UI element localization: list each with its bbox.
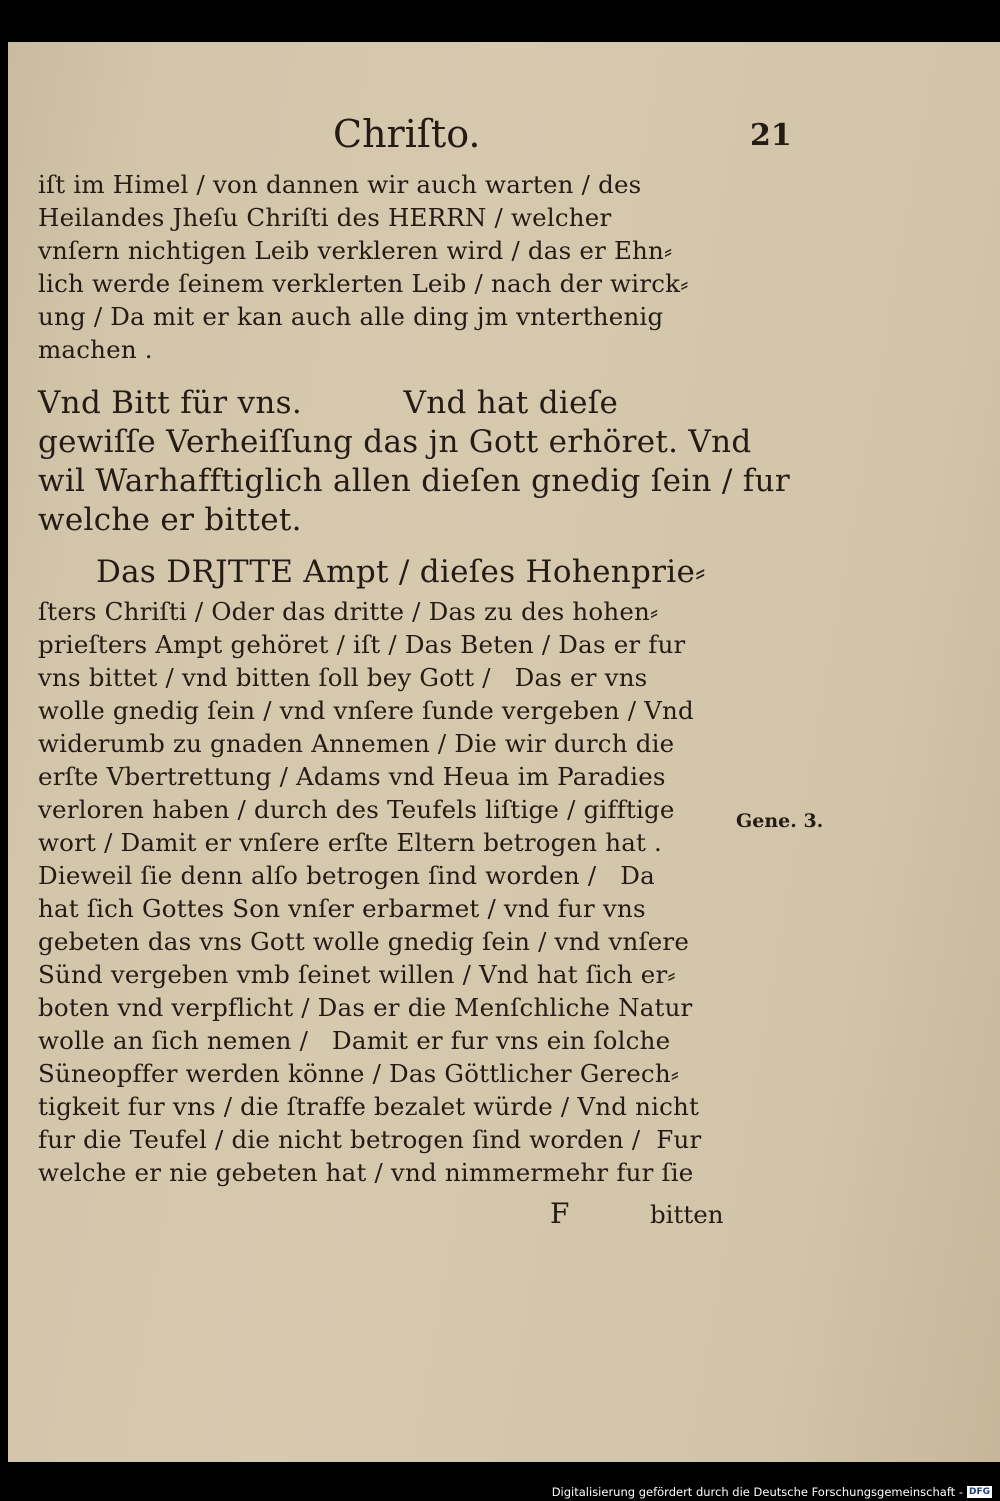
text-line: iſt im Himel / von dannen wir auch warten / des — [38, 170, 642, 199]
text-line: hat ſich Gottes Son vnſer erbarmet / vnd fur vns — [38, 894, 646, 923]
text-line: tigkeit fur vns / die ſtraffe bezalet würde / Vnd nicht — [38, 1092, 700, 1121]
text-line: erſte Vbertrettung / Adams vnd Heua im Paradies — [38, 762, 666, 791]
text-line: verloren haben / durch des Teufels liſtige / gifftige — [38, 795, 675, 824]
text-line: welche er nie gebeten hat / vnd nimmermehr fur ſie — [38, 1158, 694, 1187]
running-header: Chriſto. — [333, 112, 481, 156]
dfg-logo-icon: DFG — [968, 1487, 990, 1497]
text-line: Süneopffer werden könne / Das Göttlicher Gerech⸗ — [38, 1059, 680, 1088]
page-number: 21 — [750, 118, 792, 153]
text-line: Sünd vergeben vmb ſeinet willen / Vnd hat ſich er⸗ — [38, 960, 676, 989]
text-line: ſters Chriſti / Oder das dritte / Das zu des hohen⸗ — [38, 597, 659, 626]
text-line: ung / Da mit er kan auch alle ding jm vnterthenig — [38, 302, 664, 331]
text-line-large: wil Warhafftiglich allen dieſen gnedig ſein / fur — [38, 463, 790, 499]
text-line: Heilandes Jheſu Chriſti des HERRN / welcher — [38, 203, 612, 232]
text-line: vns bittet / vnd bitten ſoll bey Gott / Das er vns — [38, 663, 648, 692]
text-line: vnſern nichtigen Leib verkleren wird / das er Ehn⸗ — [38, 236, 673, 265]
scanned-page — [8, 42, 1000, 1462]
text-line: wolle gnedig ſein / vnd vnſere ſunde vergeben / Vnd — [38, 696, 694, 725]
text-line: widerumb zu gnaden Annemen / Die wir durch die — [38, 729, 675, 758]
footer-credit-text: Digitalisierung gefördert durch die Deutsche Forschungsgemeinschaft - — [551, 1485, 963, 1499]
text-line: wort / Damit er vnſere erſte Eltern betrogen hat . — [38, 828, 663, 857]
paragraph-opening: Das DRJTTE Ampt / dieſes Hohenprie⸗ — [96, 554, 706, 590]
text-line: machen . — [38, 335, 153, 364]
signature-mark: F — [550, 1197, 570, 1230]
text-line: fur die Teufel / die nicht betrogen ſind worden / Fur — [38, 1125, 702, 1154]
text-line: prieſters Ampt gehöret / iſt / Das Beten / Das er fur — [38, 630, 686, 659]
text-line-large: Vnd Bitt für vns. Vnd hat dieſe — [38, 385, 619, 421]
text-line: gebeten das vns Gott wolle gnedig ſein / vnd vnſere — [38, 927, 690, 956]
margin-note: Gene. 3. — [736, 810, 824, 832]
footer-credit — [552, 1485, 992, 1499]
text-line: Dieweil ſie denn alſo betrogen ſind worden / Da — [38, 861, 655, 890]
text-line: lich werde ſeinem verklerten Leib / nach der wirck⸗ — [38, 269, 689, 298]
catchword: bitten — [650, 1200, 724, 1229]
text-line: boten vnd verpflicht / Das er die Menſchliche Natur — [38, 993, 693, 1022]
text-line-large: gewiſſe Verheiſſung das jn Gott erhöret. Vnd — [38, 424, 752, 460]
page-content — [8, 42, 1000, 1462]
text-line-large: welche er bittet. — [38, 502, 302, 538]
text-line: wolle an ſich nemen / Damit er fur vns ein ſolche — [38, 1026, 671, 1055]
